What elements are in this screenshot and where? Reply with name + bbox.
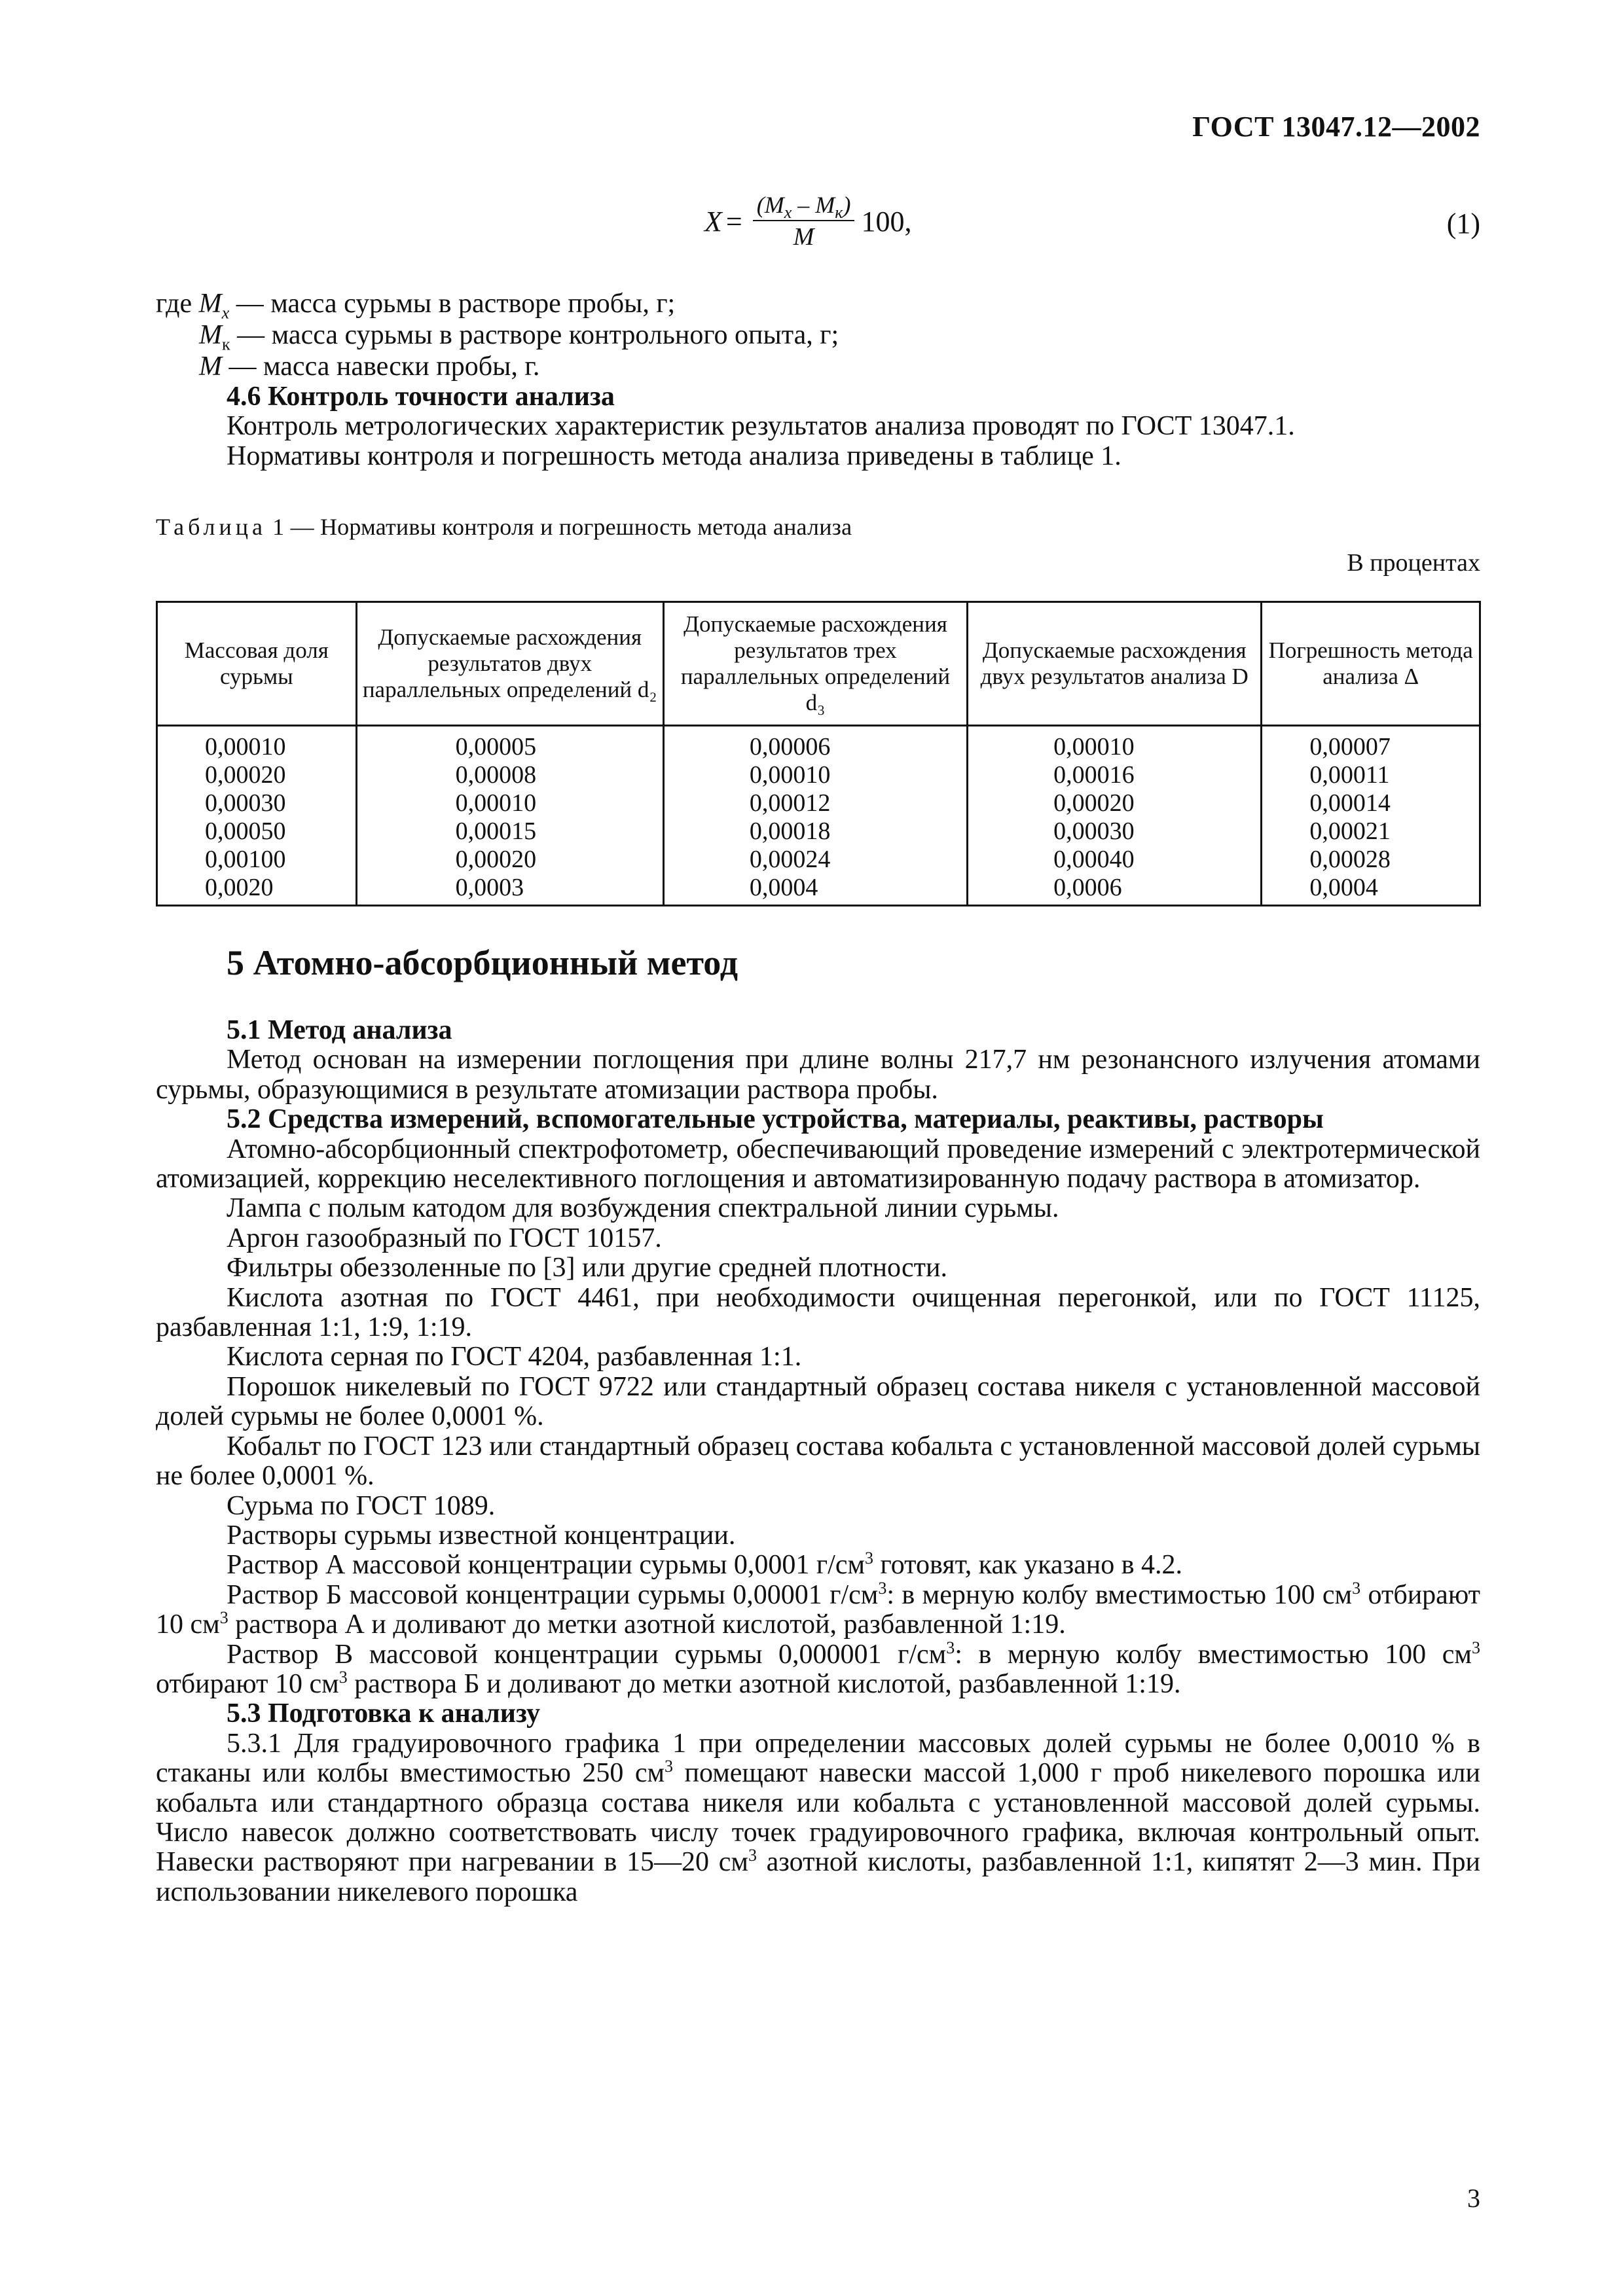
formula-tail: 100, (861, 205, 912, 238)
table-caption: Таблица 1 — Нормативы контроля и погрешность метода анализа (156, 514, 852, 540)
column-header: Допускаемые расхождения результатов двух параллельных определений d₂ (356, 602, 663, 726)
paragraph: Нормативы контроля и погрешность метода анализа приведены в таблице 1. (227, 440, 1122, 471)
paragraph-solution-a: Раствор А массовой концентрации сурьмы 0,0001 $г/см^3$ готовят, как указано в 4.2. (227, 1549, 1183, 1581)
paragraph-5-3-1: 5.3.1 Для градуировочного графика 1 при определении массовых долей сурьмы не более 0,0010 % в стаканы или колбы вместимостью 250 $см^3$ помещают навески массой 1,000 г проб никелевого порошка или кобальта или стандартного образца состава никеля или кобальта с установленной массовой долей сурьмы. Число навесок должно соответствовать числу точек градуировочного графика, включая контрольный опыт. Навески растворяют при нагревании в 15—20 $см^3$ азотной кислоты, разбавленной 1:1, кипятят 2—3 мин. При использовании никелевого порошка (156, 1728, 1480, 1907)
table-cell: 0,00028 (1262, 846, 1480, 874)
table-unit-label: В процентах (1347, 549, 1480, 577)
paragraph: Фильтры обеззоленные по [3] или другие средней плотности. (227, 1253, 947, 1283)
paragraph: Порошок никелевый по ГОСТ 9722 или стандартный образец состава никеля с установленной массовой долей сурьмы не более 0,0001 %. (156, 1371, 1480, 1432)
table-cell: 0,00020 (356, 846, 663, 874)
table-cell: 0,00016 (968, 761, 1262, 789)
table-cell: 0,00010 (663, 761, 967, 789)
table-cell: 0,00020 (157, 761, 357, 789)
paragraph-solution-v: Раствор В массовой концентрации сурьмы 0,000001 $г/см^3$: в мерную колбу вместимостью 100 $см^3$ отбирают 10 $см^3$ раствора Б и доливают до метки азотной кислотой, разбавленной 1:19. (156, 1638, 1480, 1699)
table-cell: 0,00015 (356, 817, 663, 846)
table-cell: 0,0003 (356, 874, 663, 906)
paragraph: Кислота азотная по ГОСТ 4461, при необходимости очищенная перегонкой, или по ГОСТ 11125, разбавленная 1:1, 1:9, 1:19. (156, 1282, 1480, 1343)
heading-5-2: 5.2 Средства измерений, вспомогательные устройства, материалы, реактивы, растворы (227, 1104, 1324, 1135)
document-code-header: ГОСТ 13047.12—2002 (1192, 111, 1480, 143)
paragraph: Кобальт по ГОСТ 123 или стандартный образец состава кобальта с установленной массовой долей сурьмы не более 0,0001 %. (156, 1431, 1480, 1492)
table-row (157, 846, 1480, 874)
table-cell: 0,00005 (356, 726, 663, 762)
formula-1 (704, 190, 911, 253)
table-cell: 0,0004 (663, 874, 967, 906)
table-cell: 0,00010 (356, 789, 663, 817)
paragraph: Растворы сурьмы известной концентрации. (227, 1520, 736, 1551)
legend-row: где $M_x$ — масса сурьмы в растворе пробы, г; (156, 289, 676, 323)
table-cell: 0,00007 (1262, 726, 1480, 762)
column-header: Погрешность метода анализа Δ (1262, 602, 1480, 726)
table-cell: 0,00010 (157, 726, 357, 762)
table-cell: 0,00040 (968, 846, 1262, 874)
legend-row: M — масса навески пробы, г. (199, 351, 540, 382)
column-header: Допускаемые расхождения результатов трех параллельных определений d₃ (663, 602, 967, 726)
formula-denominator: M (793, 223, 814, 251)
table-header-row (157, 602, 1480, 726)
paragraph: Лампа с полым катодом для возбуждения спектральной линии сурьмы. (227, 1193, 1059, 1224)
table-cell: 0,00012 (663, 789, 967, 817)
formula-fraction (753, 190, 855, 253)
column-header: Массовая доля сурьмы (157, 602, 357, 726)
formula-equals: = (725, 205, 742, 238)
formula-number: (1) (1446, 207, 1480, 240)
section-5-title: 5 Атомно-абсорбционный метод (227, 943, 739, 982)
paragraph: Контроль метрологических характеристик результатов анализа проводят по ГОСТ 13047.1. (227, 411, 1295, 442)
paragraph: Метод основан на измерении поглощения при длине волны 217,7 нм резонансного излучения атомами сурьмы, образующимися в результате атомизации раствора пробы. (156, 1045, 1480, 1105)
table-cell: 0,00030 (968, 817, 1262, 846)
paragraph-solution-b: Раствор Б массовой концентрации сурьмы 0,00001 $г/см^3$: в мерную колбу вместимостью 100 $см^3$ отбирают 10 $см^3$ раствора А и доливают до метки азотной кислотой, разбавленной 1:19. (156, 1578, 1480, 1640)
section-4-6 (156, 382, 1480, 471)
table-cell: 0,00024 (663, 846, 967, 874)
section-5-body (156, 1016, 1480, 1907)
table-row (157, 874, 1480, 906)
table-row (157, 726, 1480, 762)
heading-5-1: 5.1 Метод анализа (227, 1015, 452, 1045)
table-cell: 0,00018 (663, 817, 967, 846)
formula-legend (156, 288, 839, 382)
table-cell: 0,0004 (1262, 874, 1480, 906)
table-cell: 0,00010 (968, 726, 1262, 762)
table-cell: 0,00020 (968, 789, 1262, 817)
paragraph: Сурьма по ГОСТ 1089. (227, 1490, 496, 1521)
norms-table (156, 601, 1481, 906)
heading-4-6: 4.6 Контроль точности анализа (227, 382, 615, 412)
table-row (157, 817, 1480, 846)
formula-lhs: X (704, 205, 722, 238)
table-cell: 0,00021 (1262, 817, 1480, 846)
table-cell: 0,0020 (157, 874, 357, 906)
table-cell: 0,00030 (157, 789, 357, 817)
paragraph: Аргон газообразный по ГОСТ 10157. (227, 1223, 662, 1253)
table-cell: 0,0006 (968, 874, 1262, 906)
table-row (157, 761, 1480, 789)
column-header: Допускаемые расхождения двух результатов анализа D (968, 602, 1262, 726)
table-cell: 0,00014 (1262, 789, 1480, 817)
table-cell: 0,00050 (157, 817, 357, 846)
formula-numerator: $(M_x - M_к)$ (753, 190, 855, 221)
paragraph: Атомно-абсорбционный спектрофотометр, обеспечивающий проведение измерений с электротермической атомизацией, коррекцию неселективного поглощения и автоматизированную подачу раствора в атомизатор. (156, 1134, 1480, 1194)
legend-row: $M_к$ — масса сурьмы в растворе контрольного опыта, г; (199, 320, 839, 354)
table-cell: 0,00100 (157, 846, 357, 874)
table-cell: 0,00006 (663, 726, 967, 762)
table-row (157, 789, 1480, 817)
table-cell: 0,00008 (356, 761, 663, 789)
heading-5-3: 5.3 Подготовка к анализу (227, 1698, 540, 1729)
paragraph: Кислота серная по ГОСТ 4204, разбавленная 1:1. (227, 1342, 802, 1372)
table-cell: 0,00011 (1262, 761, 1480, 789)
page-number: 3 (1467, 2183, 1480, 2213)
